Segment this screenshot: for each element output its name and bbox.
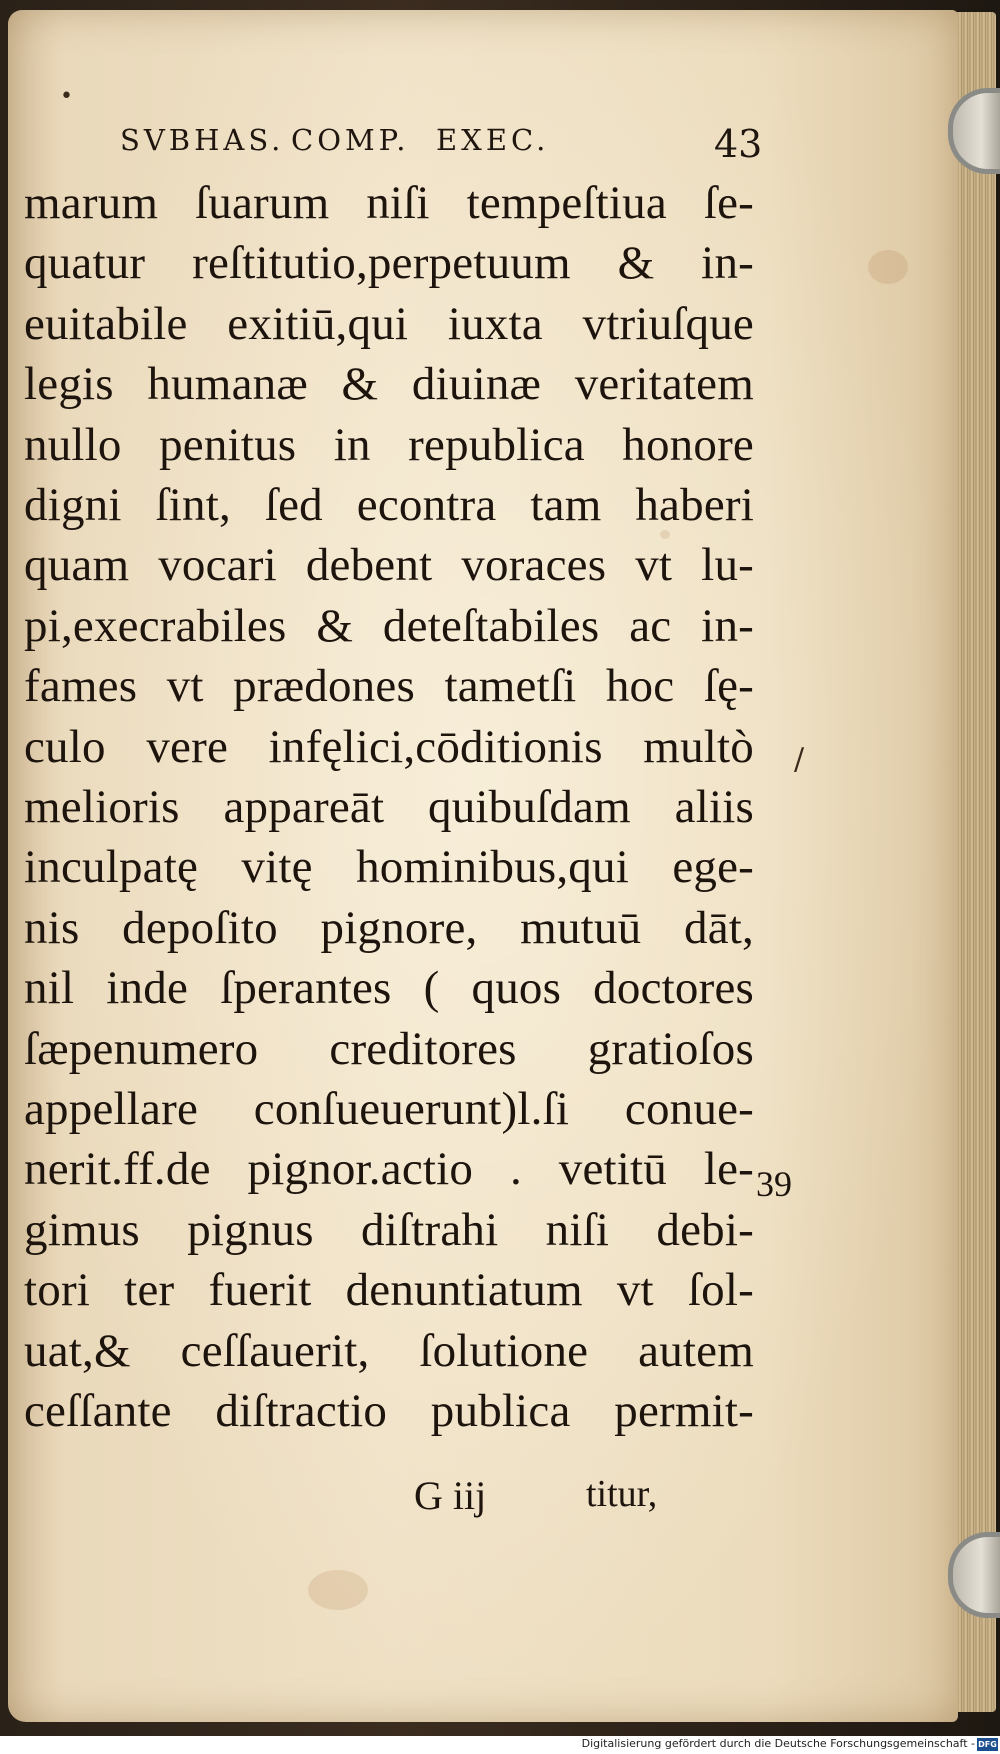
text-line: uat,& ceſſauerit, ſolutione autem: [24, 1324, 754, 1377]
text-line: euitabile exitiū,qui iuxta vtriuſque: [24, 297, 754, 350]
catchword: titur,: [586, 1473, 658, 1515]
digitization-credit: Digitalisierung gefördert durch die Deutsche Forschungsgemeinschaft -: [581, 1737, 975, 1750]
text-line: digni ſint, ſed econtra tam haberi: [24, 479, 754, 531]
text-line: ceſſante diſtractio publica permit-: [24, 1385, 754, 1437]
text-line: nullo penitus in republica honore: [24, 418, 754, 471]
running-title-part: COMP.: [291, 123, 410, 157]
signature-mark: G iij: [414, 1473, 487, 1518]
text-line: nil inde ſperantes ( quos doctores: [24, 962, 754, 1015]
text-line: pi,execrabiles & deteſtabiles ac in-: [24, 599, 754, 652]
page-text-block: [8, 10, 958, 1722]
text-line: gimus pignus diſtrahi niſi debi-: [24, 1203, 754, 1256]
text-line: inculpatę vitę hominibus,qui ege-: [24, 841, 754, 894]
text-line: fames vt prædones tametſi hoc ſę-: [24, 660, 754, 713]
text-line: appellare conſueuerunt)l.ſi conue-: [24, 1083, 754, 1135]
page-number: 43: [714, 122, 763, 166]
text-line: melioris appareāt quibuſdam aliis: [24, 781, 754, 833]
text-line: culo vere infęlici,cōditionis multò: [24, 720, 754, 773]
running-title-part: EXEC.: [436, 123, 550, 157]
text-line: tori ter fuerit denuntiatum vt ſol-: [24, 1264, 754, 1317]
ink-dot: •: [60, 84, 73, 109]
text-line: nis depoſito pignore, mutuū dāt,: [24, 901, 754, 954]
text-line: legis humanæ & diuinæ veritatem: [24, 358, 754, 411]
dfg-logo: DFG: [978, 1740, 997, 1749]
text-line: quatur reſtitutio,perpetuum & in-: [24, 237, 754, 290]
margin-mark: /: [794, 742, 805, 777]
running-title-part: SVBHAS.: [120, 123, 285, 157]
margin-note-number: 39: [756, 1164, 792, 1204]
text-line: ſæpenumero creditores gratioſos: [24, 1022, 754, 1075]
footer-bar: [0, 1736, 1000, 1754]
text-line: nerit.ff.de pignor.actio . vetitū le-: [24, 1143, 754, 1196]
text-line: quam vocari debent voraces vt lu-: [24, 539, 754, 592]
text-line: marum ſuarum niſi tempeſtiua ſe-: [24, 177, 754, 229]
book-page: [8, 10, 958, 1722]
